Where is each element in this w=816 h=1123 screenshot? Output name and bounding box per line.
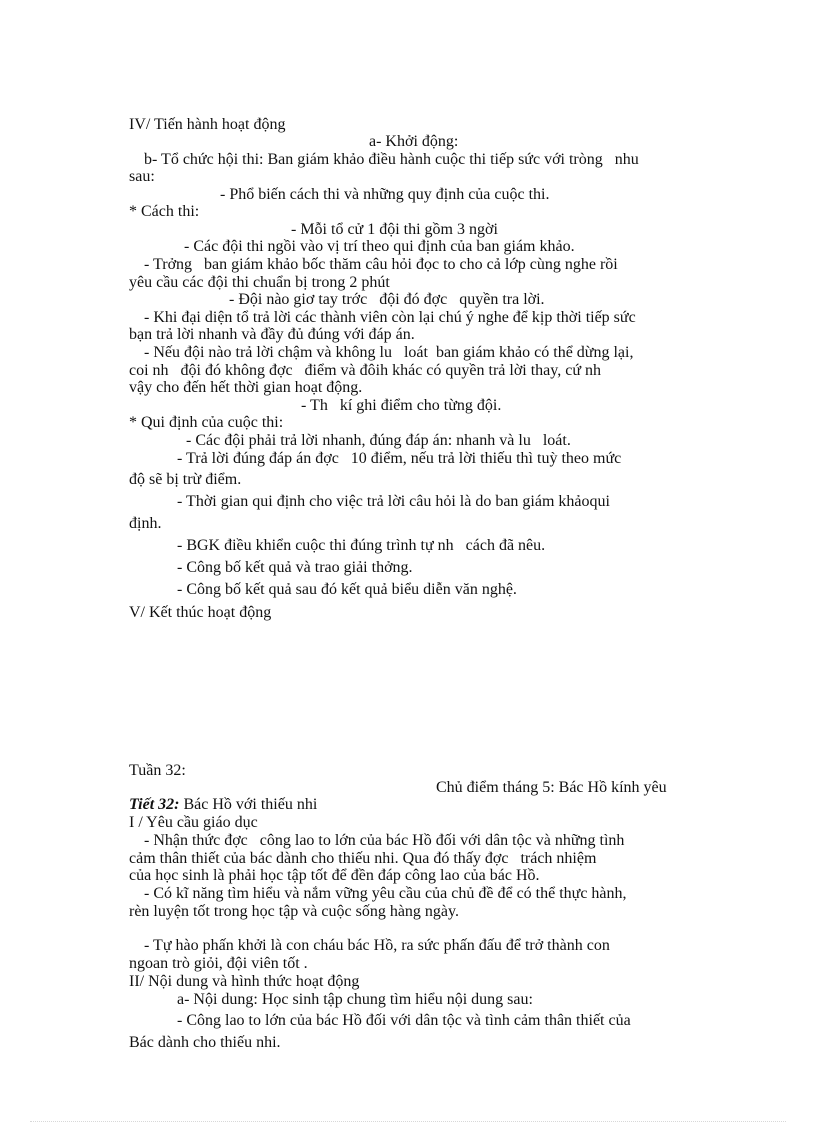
- text-line: cảm thân thiết của bác dành cho thiếu nhi. Qua đó thấy đợc trách nhiệm: [129, 850, 597, 867]
- lesson-name: Bác Hồ với thiếu nhi: [179, 796, 318, 813]
- heading-iv: IV/ Tiến hành hoạt động: [129, 116, 286, 133]
- text-line: - Mỗi tổ cử 1 đội thi gồm 3 ngời: [291, 221, 498, 238]
- text-line: - Trả lời đúng đáp án đợc 10 điểm, nếu trả lời thiếu thì tuỳ theo mức: [177, 450, 622, 467]
- text-line: định.: [129, 515, 162, 532]
- text-line: - Nhận thức đợc công lao to lớn của bác Hồ đối với dân tộc và những tình: [144, 832, 625, 849]
- theme-title: Chủ điểm tháng 5: Bác Hồ kính yêu: [436, 779, 667, 796]
- text-line: - Các đội thi ngồi vào vị trí theo qui định của ban giám khảo.: [184, 238, 575, 255]
- text-line: - Có kĩ năng tìm hiểu và nắm vững yêu cầu của chủ đề để có thể thực hành,: [144, 885, 627, 902]
- text-line: sau:: [129, 168, 155, 185]
- lesson-title: [129, 796, 317, 814]
- text-line: Bác dành cho thiếu nhi.: [129, 1034, 281, 1051]
- text-line: của học sinh là phải học tập tốt để đền đáp công lao của bác Hồ.: [129, 867, 540, 884]
- text-line: a- Nội dung: Học sinh tập chung tìm hiểu nội dung sau:: [177, 991, 533, 1008]
- text-line: - Th kí ghi điểm cho từng đội.: [301, 397, 502, 414]
- text-line: - Thời gian qui định cho việc trả lời câu hỏi là do ban giám khảoqui: [177, 493, 610, 510]
- text-line: yêu cầu các đội thi chuẩn bị trong 2 phút: [129, 274, 390, 291]
- text-line: vậy cho đến hết thời gian hoạt động.: [129, 379, 363, 396]
- text-line: * Qui định của cuộc thi:: [129, 414, 284, 431]
- heading-i: I / Yêu cầu giáo dục: [129, 814, 258, 831]
- text-line: b- Tổ chức hội thi: Ban giám khảo điều hành cuộc thi tiếp sức với tròng nhu: [144, 151, 639, 168]
- text-line: - Tự hào phấn khởi là con cháu bác Hồ, ra sức phấn đấu để trở thành con: [144, 937, 610, 954]
- text-line: rèn luyện tốt trong học tập và cuộc sống hàng ngày.: [129, 903, 459, 920]
- text-line: - Công lao to lớn của bác Hồ đối với dân tộc và tình cảm thân thiết của: [177, 1012, 631, 1029]
- heading-v: V/ Kết thúc hoạt động: [129, 604, 272, 621]
- lesson-label: Tiết 32:: [129, 796, 180, 813]
- text-line: - Khi đại diện tổ trả lời các thành viên còn lại chú ý nghe để kịp thời tiếp sức: [144, 309, 636, 326]
- text-line: - BGK điều khiển cuộc thi đúng trình tự nh cách đã nêu.: [177, 537, 546, 554]
- text-line: - Nếu đội nào trả lời chậm và không lu loát ban giám khảo có thể dừng lại,: [144, 344, 634, 361]
- text-line: - Đội nào giơ tay trớc đội đó đợc quyền tra lời.: [229, 291, 545, 308]
- page-bottom-rule: [30, 1121, 786, 1122]
- text-line: - Công bố kết quả và trao giải thởng.: [177, 559, 413, 576]
- text-line: - Trởng ban giám khảo bốc thăm câu hỏi đọc to cho cả lớp cùng nghe rồi: [144, 256, 618, 273]
- text-line: a- Khởi động:: [369, 133, 459, 150]
- text-line: ngoan trò giỏi, đội viên tốt .: [129, 955, 308, 972]
- text-line: bạn trả lời nhanh và đầy đủ đúng với đáp án.: [129, 326, 415, 343]
- text-line: - Phổ biến cách thi và những quy định của cuộc thi.: [220, 186, 550, 203]
- heading-ii: II/ Nội dung và hình thức hoạt động: [129, 973, 360, 990]
- text-line: độ sẽ bị trừ điểm.: [129, 471, 242, 488]
- text-line: - Công bố kết quả sau đó kết quả biểu diễn văn nghệ.: [177, 581, 517, 598]
- text-line: coi nh đội đó không đợc điểm và đôih khác có quyền trả lời thay, cứ nh: [129, 362, 602, 379]
- week-label: Tuần 32:: [129, 762, 186, 779]
- text-line: * Cách thi:: [129, 203, 200, 220]
- text-line: - Các đội phải trả lời nhanh, đúng đáp án: nhanh và lu loát.: [186, 432, 571, 449]
